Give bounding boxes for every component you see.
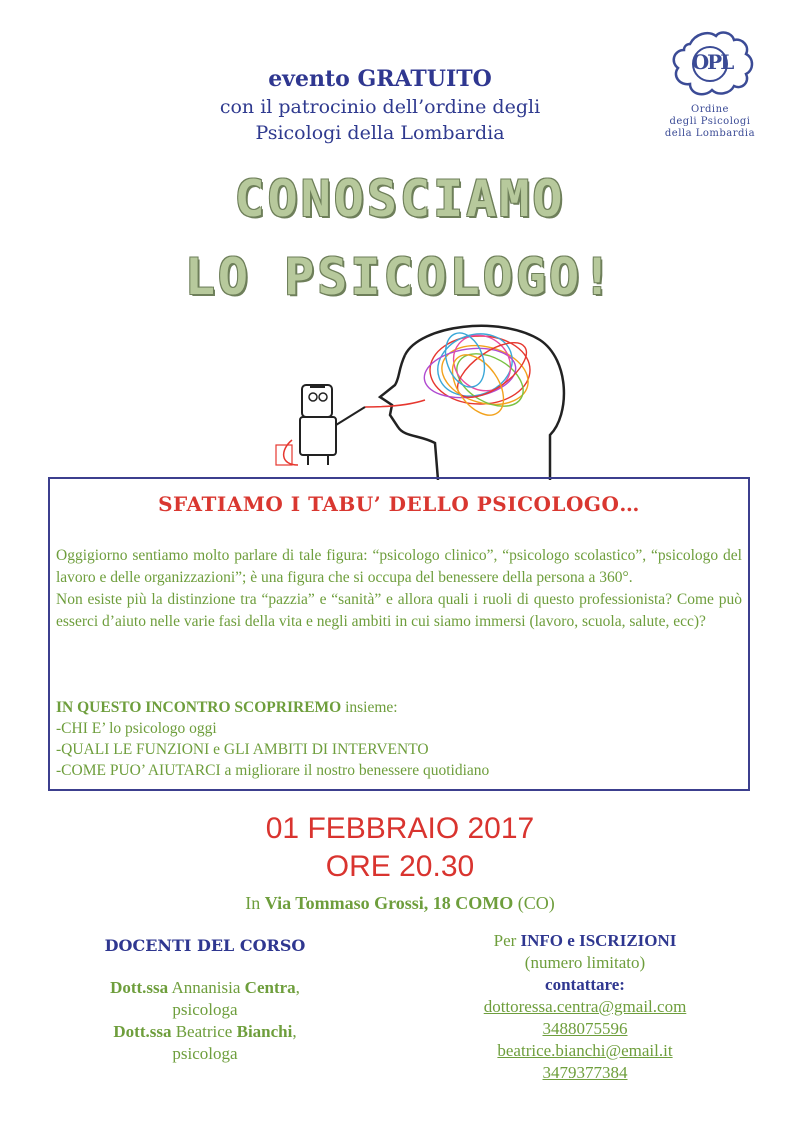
box-description (56, 545, 742, 633)
teacher-2 (60, 1021, 350, 1043)
main-title-line2: LO PSICOLOGO! (184, 248, 616, 306)
free-word: GRATUITO (357, 66, 492, 92)
description-paragraph-1: Oggigiorno sentiamo molto parlare di tale figura: “psicologo clinico”, “psicologo scolastico”, “psicologo del lavoro e delle organizzazioni”; è una figura che si occupa del benessere della persona a 360°. (56, 547, 742, 586)
head-with-tangled-thoughts-icon (270, 315, 570, 480)
logo-letters: OPL (691, 50, 733, 74)
topic-item-lead: -QUALI LE FUNZIONI e GLI AMBITI DI INTERVENTO (56, 741, 429, 758)
topic-item (56, 718, 742, 739)
info-note: (numero limitato) (524, 953, 646, 972)
teacher-last-name: Centra (244, 978, 296, 997)
event-word: evento (268, 66, 358, 92)
teacher-comma: , (295, 978, 300, 997)
topic-item-rest: lo psicologo oggi (105, 720, 217, 737)
venue-address: Via Tommaso Grossi, 18 COMO (264, 893, 514, 913)
teacher-title: Dott.ssa (110, 978, 169, 997)
teacher-last-name: Bianchi (236, 1022, 293, 1041)
logo-caption (650, 104, 770, 140)
description-paragraph-2: Non esiste più la distinzione tra “pazzia” e “sanità” e allora quali i ruoli di questo professionista? Come può esserci d’aiuto nelle varie fasi della vita e negli ambiti in cui siamo immersi (lavoro, scuola, salute, ecc)? (56, 591, 742, 630)
info-heading (420, 930, 750, 952)
opl-logo (650, 26, 770, 162)
teacher-title: Dott.ssa (113, 1022, 172, 1041)
info-section (420, 930, 750, 1084)
psychologist-illustration (270, 315, 570, 480)
box-topics (56, 697, 742, 781)
topic-item-lead: -CHI E’ (56, 720, 106, 737)
phone-link-2[interactable]: 3479377384 (542, 1063, 628, 1082)
teacher-2-role: psicologa (172, 1044, 238, 1063)
venue-prefix: In (245, 893, 265, 913)
topic-item (56, 760, 742, 781)
teacher-comma: , (292, 1022, 297, 1041)
main-title-line1: CONOSCIAMO (234, 170, 566, 228)
teacher-1-role: psicologa (172, 1000, 238, 1019)
patronage-line: con il patrocinio dell’ordine degli (219, 96, 541, 118)
info-heading-bold: INFO e ISCRIZIONI (520, 931, 677, 950)
logo-caption-line1: Ordine (691, 104, 729, 115)
logo-caption-line2: degli Psicologi (669, 116, 751, 127)
topics-intro-rest: insieme: (341, 699, 398, 716)
event-header (170, 64, 590, 146)
venue-province: (CO) (513, 893, 555, 913)
email-link-2[interactable]: beatrice.bianchi@email.it (497, 1041, 673, 1060)
teacher-first-name: Annanisia (168, 978, 245, 997)
event-date: 01 FEBBRAIO 2017 (265, 812, 535, 845)
info-prefix: Per (493, 931, 521, 950)
phone-link-1[interactable]: 3488075596 (542, 1019, 628, 1038)
teacher-first-name: Beatrice (171, 1022, 237, 1041)
event-venue (0, 893, 800, 914)
order-name-line: Psicologi della Lombardia (255, 122, 505, 144)
contact-label: contattare: (545, 975, 625, 994)
email-link-1[interactable]: dottoressa.centra@gmail.com (483, 997, 687, 1016)
topics-intro (56, 697, 742, 718)
teachers-heading: DOCENTI DEL CORSO (104, 936, 306, 955)
teachers-section (60, 935, 350, 1065)
free-event-line (170, 64, 590, 94)
topic-item-lead: -COME PUO’ AIUTARCI (56, 762, 221, 779)
topic-item-rest: a migliorare il nostro benessere quotidiano (220, 762, 490, 779)
teacher-1 (60, 977, 350, 999)
event-time: ORE 20.30 (325, 850, 475, 883)
topic-item (56, 739, 742, 760)
topics-intro-bold: IN QUESTO INCONTRO SCOPRIREMO (56, 699, 342, 716)
logo-caption-line3: della Lombardia (664, 128, 756, 139)
box-title: SFATIAMO I TABU’ DELLO PSICOLOGO… (158, 492, 640, 516)
